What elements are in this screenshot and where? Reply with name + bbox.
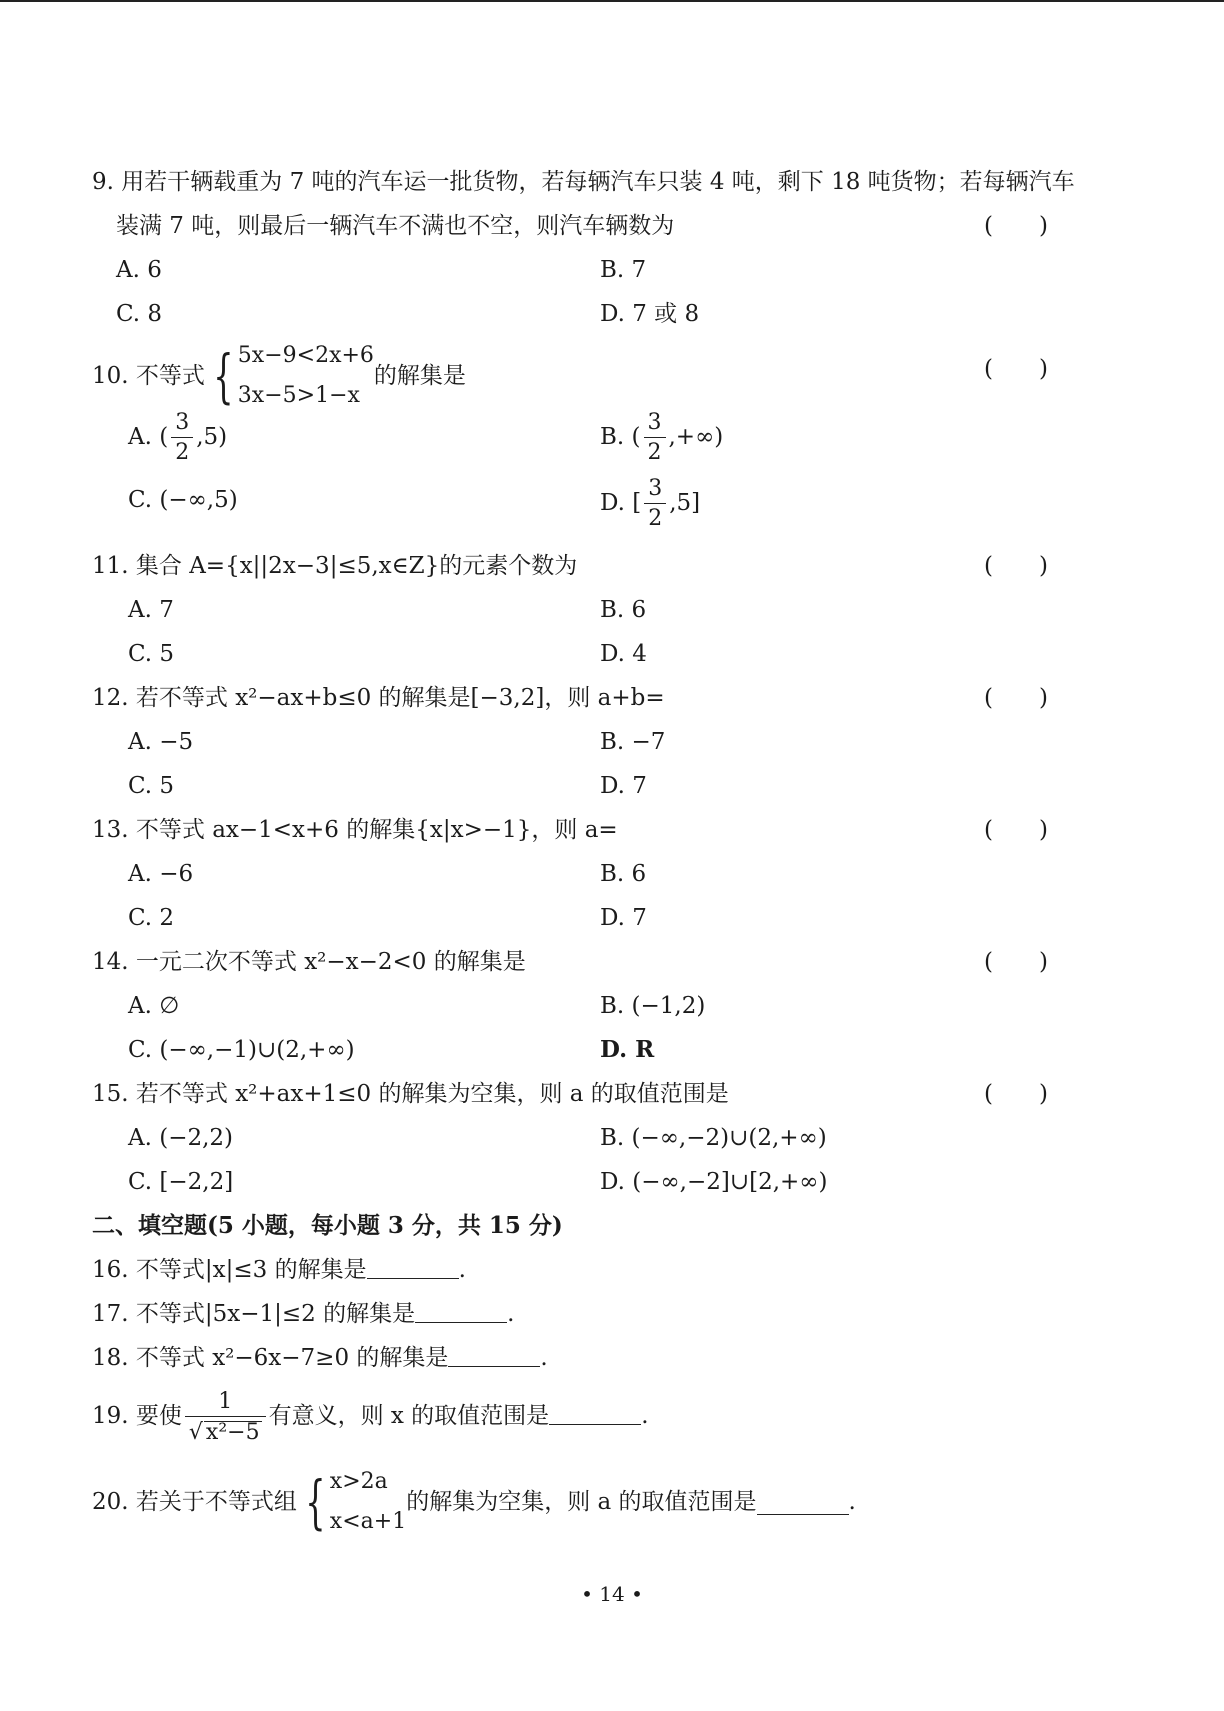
q11-option-b: B. 6 — [600, 597, 647, 623]
q10-option-d-post: ,5] — [669, 490, 701, 516]
q10-option-a-pre: A. ( — [128, 424, 169, 450]
q10-brace: { — [213, 342, 234, 410]
q10-option-d-pre: D. [ — [600, 490, 642, 516]
q16-stem: 16. 不等式|x|≤3 的解集是 — [92, 1257, 367, 1283]
q20-row — [92, 1462, 1052, 1544]
section-heading: 二、填空题(5 小题，每小题 3 分，共 15 分) — [92, 1212, 563, 1239]
q10-option-d-fraction — [644, 478, 666, 530]
q15-options-row2 — [92, 1160, 1052, 1204]
q11-stem: 11. 集合 A={x||2x−3|≤5,x∈Z}的元素个数为 — [92, 553, 578, 579]
q13-option-c: C. 2 — [128, 905, 175, 931]
q13-options-row2 — [92, 896, 1052, 940]
q10-option-b — [600, 412, 723, 464]
q11-answer-parens: ( ) — [984, 553, 1048, 579]
q18-row — [92, 1336, 1052, 1380]
q10-ineq1: 5x−9<2x+6 — [237, 343, 374, 368]
q9-option-a: A. 6 — [116, 257, 162, 283]
q10-option-d — [600, 478, 700, 530]
q20-brace: { — [305, 1468, 326, 1536]
q10-answer-parens: ( ) — [984, 356, 1048, 382]
q15-stem-row — [92, 1072, 1052, 1116]
q12-option-d: D. 7 — [600, 773, 647, 799]
q20-prefix: 20. 若关于不等式组 — [92, 1489, 297, 1515]
q10-suffix: 的解集是 — [373, 363, 466, 389]
q18-stem: 18. 不等式 x²−6x−7≥0 的解集是 — [92, 1345, 449, 1371]
q9-line1 — [92, 160, 1075, 204]
q14-option-b: B. (−1,2) — [600, 993, 706, 1019]
q13-option-a: A. −6 — [128, 861, 194, 887]
q10-option-a-fraction — [171, 412, 193, 464]
q9-options-row2 — [92, 292, 1052, 336]
worksheet-page — [92, 160, 1075, 1544]
q12-stem: 12. 若不等式 x²−ax+b≤0 的解集是[−3,2]，则 a+b= — [92, 685, 665, 711]
q10-prefix: 10. 不等式 — [92, 363, 205, 389]
section-heading-row — [92, 1204, 1052, 1248]
q18-period: . — [540, 1345, 548, 1371]
q20-ineq2: x<a+1 — [329, 1509, 407, 1534]
q19-row — [92, 1380, 1052, 1452]
q15-answer-parens: ( ) — [984, 1081, 1048, 1107]
q17-stem: 17. 不等式|5x−1|≤2 的解集是 — [92, 1301, 416, 1327]
q10-option-b-fraction — [644, 412, 666, 464]
q10-option-b-num: 3 — [644, 412, 666, 438]
q11-options-row2 — [92, 632, 1052, 676]
q9-option-d: D. 7 或 8 — [600, 301, 700, 327]
q12-options-row2 — [92, 764, 1052, 808]
q10-option-c: C. (−∞,5) — [128, 487, 238, 513]
q13-stem: 13. 不等式 ax−1<x+6 的解集{x|x>−1}，则 a= — [92, 817, 618, 843]
q15-option-c: C. [−2,2] — [128, 1169, 234, 1195]
q11-stem-row — [92, 544, 1052, 588]
q11-option-d: D. 4 — [600, 641, 647, 667]
q11-options-row1 — [92, 588, 1052, 632]
q12-stem-row — [92, 676, 1052, 720]
q20-period: . — [848, 1489, 856, 1515]
q12-option-c: C. 5 — [128, 773, 175, 799]
q15-options-row1 — [92, 1116, 1052, 1160]
q12-options-row1 — [92, 720, 1052, 764]
q10-option-a-post: ,5) — [196, 424, 228, 450]
q14-option-a: A. ∅ — [128, 993, 180, 1019]
q19-denominator — [185, 1417, 266, 1444]
q10-options-row2 — [92, 478, 1052, 544]
q10-option-b-post: ,+∞) — [668, 424, 724, 450]
q13-stem-row — [92, 808, 1052, 852]
q14-answer-parens: ( ) — [984, 949, 1048, 975]
q12-option-a: A. −5 — [128, 729, 194, 755]
q13-options-row1 — [92, 852, 1052, 896]
q9-stem-line1: 9. 用若干辆载重为 7 吨的汽车运一批货物，若每辆汽车只装 4 吨，剩下 18 吨货物；若每辆汽车 — [92, 169, 1075, 195]
q15-option-d: D. (−∞,−2]∪[2,+∞) — [600, 1169, 828, 1195]
q10-option-b-pre: B. ( — [600, 424, 641, 450]
q10-stem — [92, 336, 1052, 412]
q10-ineq2: 3x−5>1−x — [237, 383, 360, 408]
top-rule — [0, 0, 1224, 2]
q16-answer-blank[interactable] — [367, 1254, 459, 1279]
q14-option-c: C. (−∞,−1)∪(2,+∞) — [128, 1037, 355, 1063]
q12-option-b: B. −7 — [600, 729, 666, 755]
q19-period: . — [641, 1403, 649, 1429]
q10-option-d-num: 3 — [644, 478, 666, 504]
q17-row — [92, 1292, 1052, 1336]
q10-option-a — [128, 412, 227, 464]
q10-option-a-num: 3 — [171, 412, 193, 438]
sqrt-icon: √ — [188, 1419, 203, 1445]
q16-period: . — [458, 1257, 466, 1283]
q9-option-c: C. 8 — [116, 301, 163, 327]
q10-option-b-den: 2 — [647, 440, 662, 465]
q9-stem-line2: 装满 7 吨，则最后一辆汽车不满也不空，则汽车辆数为 — [116, 213, 675, 239]
q17-answer-blank[interactable] — [415, 1298, 507, 1323]
page-number: • 14 • — [581, 1582, 643, 1606]
q14-option-d: D. R — [600, 1036, 655, 1063]
q10-option-d-den: 2 — [648, 506, 663, 531]
q13-option-d: D. 7 — [600, 905, 647, 931]
q13-option-b: B. 6 — [600, 861, 647, 887]
q19-answer-blank[interactable] — [549, 1400, 641, 1425]
q16-row — [92, 1248, 1052, 1292]
q9-answer-parens: ( ) — [984, 213, 1048, 239]
q11-option-c: C. 5 — [128, 641, 175, 667]
q11-option-a: A. 7 — [128, 597, 174, 623]
q9-option-b: B. 7 — [600, 257, 647, 283]
q14-stem-row — [92, 940, 1052, 984]
q14-options-row1 — [92, 984, 1052, 1028]
q19-numerator: 1 — [185, 1391, 266, 1417]
q20-suffix: 的解集为空集，则 a 的取值范围是 — [406, 1489, 757, 1515]
q15-stem: 15. 若不等式 x²+ax+1≤0 的解集为空集，则 a 的取值范围是 — [92, 1081, 729, 1107]
q14-stem: 14. 一元二次不等式 x²−x−2<0 的解集是 — [92, 949, 526, 975]
q15-option-b: B. (−∞,−2)∪(2,+∞) — [600, 1125, 827, 1151]
q14-options-row2 — [92, 1028, 1052, 1072]
q10-options-row1 — [92, 412, 1052, 478]
q15-option-a: A. (−2,2) — [128, 1125, 234, 1151]
q19-suffix: 有意义，则 x 的取值范围是 — [268, 1403, 550, 1429]
q17-period: . — [507, 1301, 515, 1327]
q10-option-a-den: 2 — [175, 440, 190, 465]
q19-prefix: 19. 要使 — [92, 1403, 182, 1429]
q12-answer-parens: ( ) — [984, 685, 1048, 711]
q9-line2 — [92, 204, 1052, 248]
q19-fraction — [185, 1388, 266, 1445]
q20-ineq1: x>2a — [329, 1469, 388, 1494]
q9-options-row1 — [92, 248, 1052, 292]
q10-system — [238, 336, 374, 416]
q20-answer-blank[interactable] — [757, 1490, 849, 1515]
q18-answer-blank[interactable] — [448, 1342, 540, 1367]
q19-radicand: x²−5 — [205, 1419, 260, 1445]
q13-answer-parens: ( ) — [984, 817, 1048, 843]
q20-system — [330, 1462, 406, 1542]
